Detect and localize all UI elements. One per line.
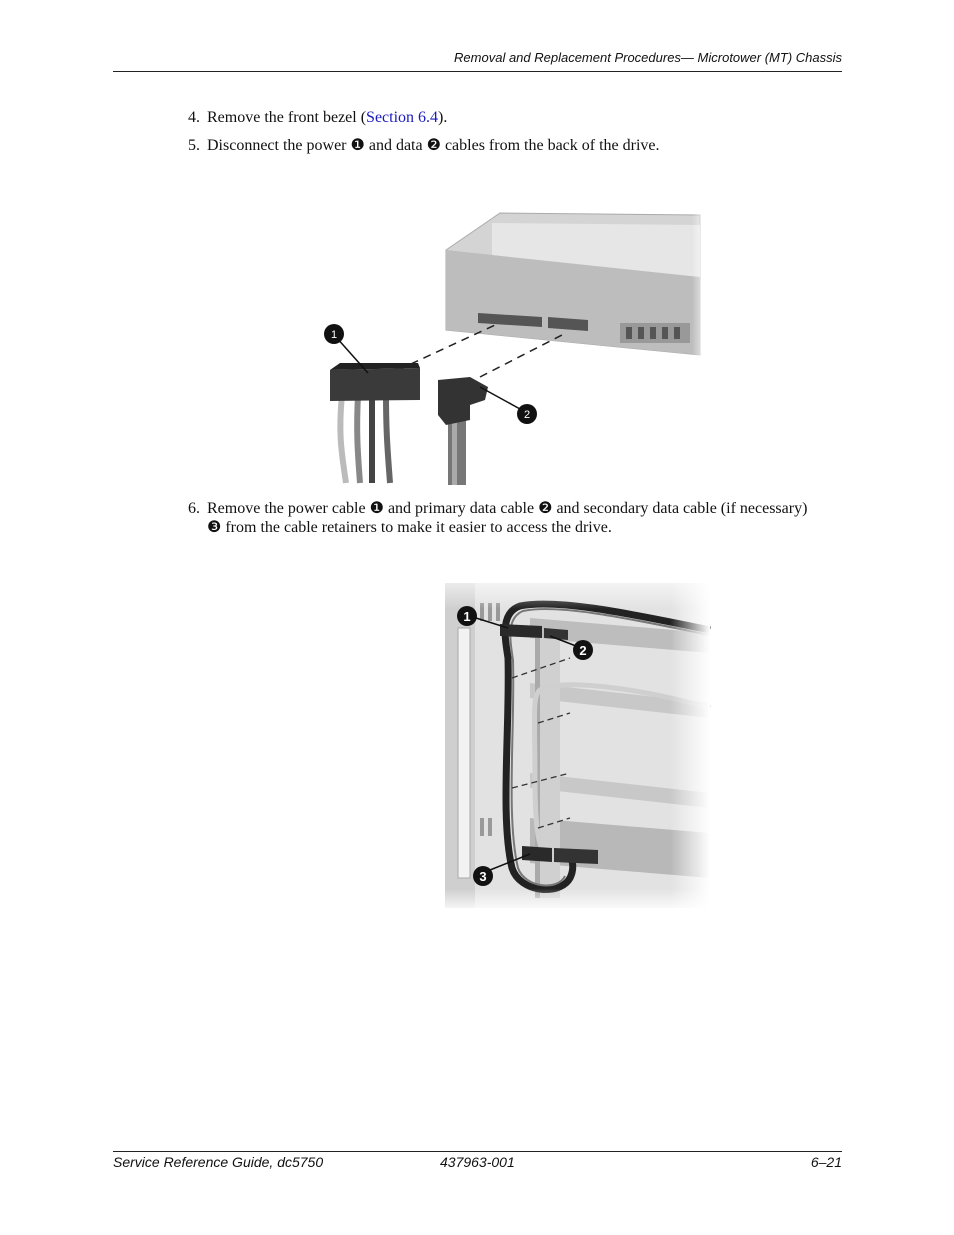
- figure-cable-retainers: [440, 578, 715, 913]
- fade-vertical: [445, 583, 710, 908]
- callout-1-label: 1: [463, 609, 471, 624]
- footer-part-number: 437963-001: [440, 1154, 515, 1170]
- step-number: 4.: [188, 109, 200, 126]
- data-connector: [438, 377, 488, 425]
- running-header: Removal and Replacement Procedures— Microtower (MT) Chassis: [454, 50, 842, 65]
- step-text: Disconnect the power ❶ and data ❷ cables from the back of the drive.: [207, 137, 660, 154]
- step-5: [188, 136, 848, 155]
- step-text-line-2: ❸ from the cable retainers to make it easier to access the drive.: [207, 519, 612, 536]
- step-6: [188, 499, 848, 537]
- callout-3-label: 3: [479, 869, 487, 884]
- step-number: 6.: [188, 500, 200, 517]
- callout-2-leader: [480, 387, 520, 409]
- power-cable: [330, 363, 420, 483]
- step-text: Remove the front bezel (: [207, 109, 367, 126]
- footer-rule: [113, 1151, 842, 1152]
- callout-1-label: 1: [330, 329, 338, 341]
- step-text-line-1: Remove the power cable ❶ and primary data cable ❷ and secondary data cable (if necessary): [207, 500, 808, 517]
- data-cable: [438, 377, 488, 485]
- footer-guide-title: Service Reference Guide, dc5750: [113, 1154, 324, 1170]
- step-text-end: ).: [438, 109, 448, 126]
- data-guide-line: [480, 335, 562, 377]
- power-connector: [330, 368, 420, 401]
- fade-edge: [620, 205, 710, 365]
- figure-drive-connectors: [320, 205, 710, 485]
- section-link[interactable]: Section 6.4: [366, 109, 439, 126]
- step-number: 5.: [188, 137, 200, 154]
- callout-2-label: 2: [579, 643, 587, 658]
- header-rule: [113, 71, 842, 72]
- step-4: [188, 108, 848, 127]
- callout-2-label: 2: [523, 409, 531, 421]
- footer-page-number: 6–21: [810, 1154, 842, 1170]
